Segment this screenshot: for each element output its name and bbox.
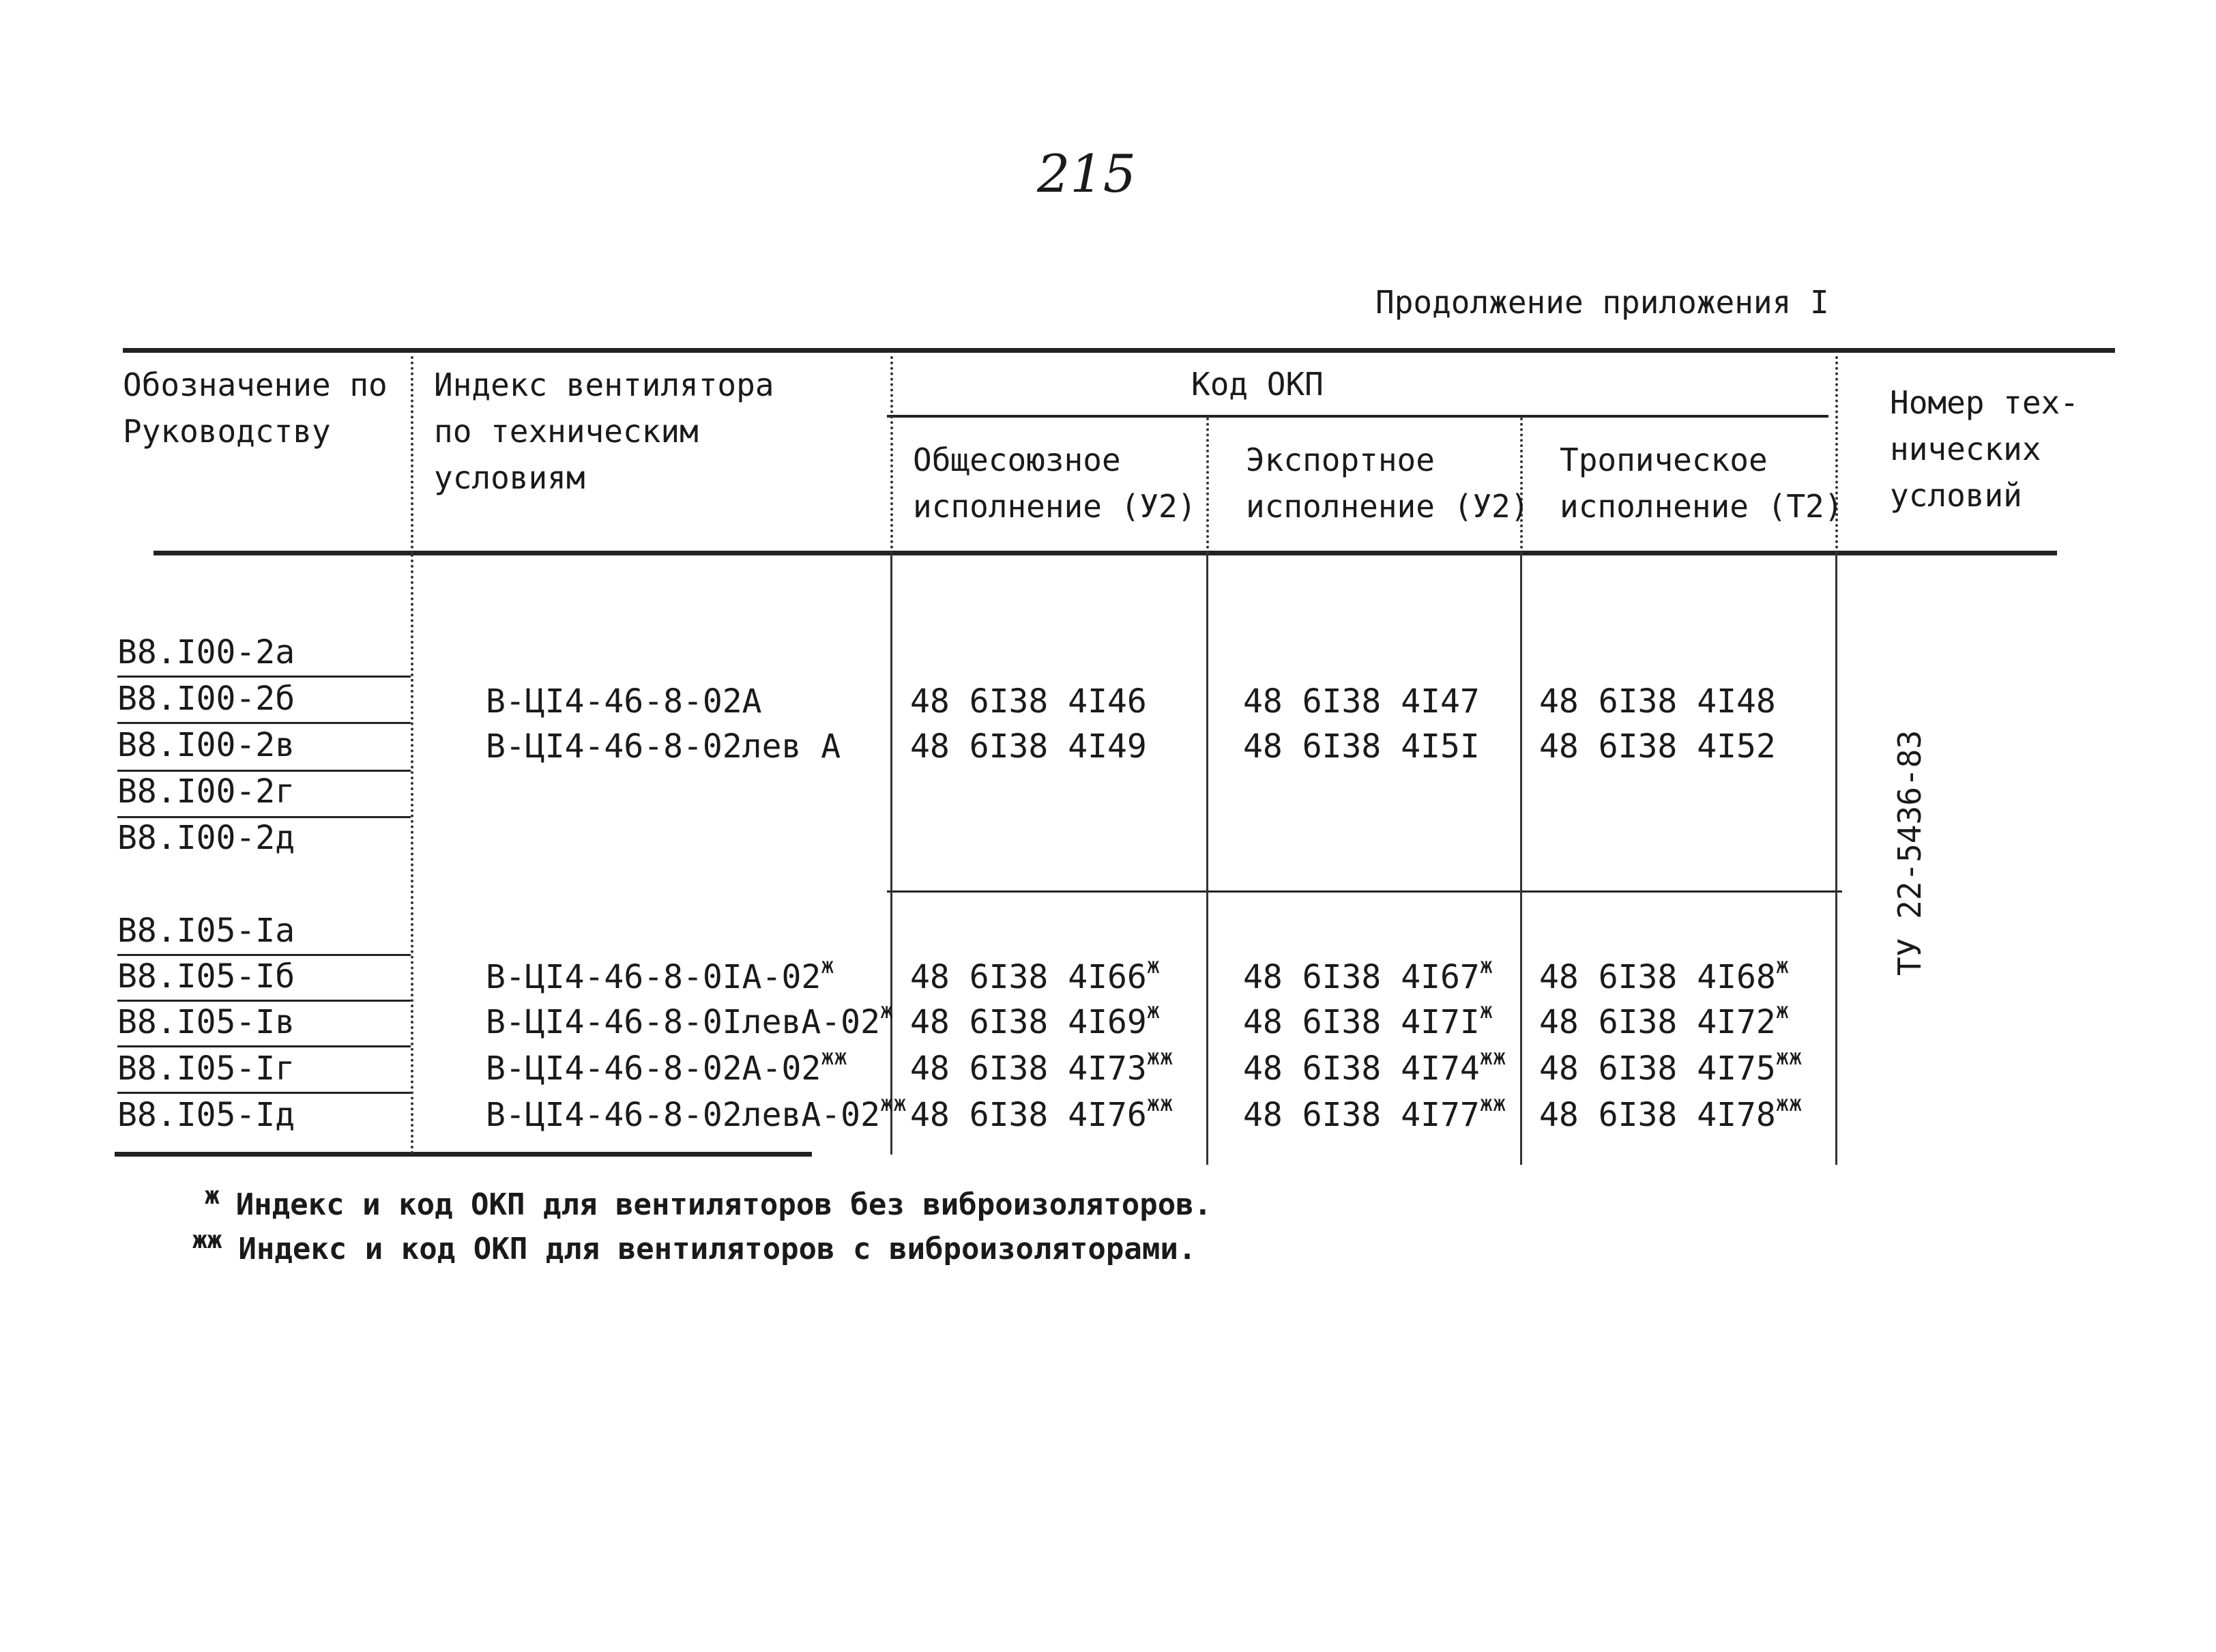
designation-rule	[117, 676, 411, 678]
okp-export-code: 48 6I38 $4I74^{жж}$	[1243, 1044, 1506, 1088]
group-separator-rule	[887, 890, 1842, 893]
footnote-mark: ж	[1146, 953, 1161, 979]
fan-index: $В-ЦI4-46-8-0IлевА-02^ж$	[486, 998, 894, 1041]
okp-union-code: 48 6I38 4I49	[910, 727, 1147, 766]
footnote-mark: жж	[1479, 1090, 1506, 1116]
page-number: 215	[1037, 143, 1137, 204]
footnote-mark: ж	[1479, 998, 1493, 1024]
designation: В8.I00-2б	[117, 680, 295, 718]
designation: В8.I05-Iд	[117, 1096, 295, 1134]
footnote-mark: ж	[205, 1182, 220, 1210]
okp-tropical-code: 48 6I38 4I48	[1539, 682, 1776, 721]
column-divider	[411, 554, 413, 1155]
footnote-mark: ж	[879, 998, 894, 1024]
okp-union-code: 48 6I38 4I46	[910, 682, 1147, 721]
header-okp-code: Код ОКП	[1191, 366, 1324, 403]
footnote: $^{жж}$ Индекс и код ОКП для вентиляторов с виброизоляторами.	[192, 1226, 1197, 1266]
footnote-mark: жж	[821, 1044, 847, 1070]
designation: В8.I00-2а	[117, 633, 295, 671]
footnote-mark: жж	[879, 1090, 907, 1116]
header-okp-export: Экспортное исполнение (У2)	[1246, 441, 1530, 525]
column-divider	[890, 554, 892, 1155]
column-divider	[1206, 418, 1209, 554]
designation-rule	[117, 722, 411, 724]
okp-tropical-code: 48 6I38 $4I68^ж$	[1539, 953, 1790, 996]
okp-export-code: 48 6I38 $4I67^ж$	[1243, 953, 1493, 996]
header-fan-index: Индекс вентилятора по техническим условиям	[434, 366, 774, 496]
okp-subheader-rule	[887, 415, 1828, 418]
okp-tropical-code: 48 6I38 $4I75^{жж}$	[1539, 1044, 1803, 1088]
designation: В8.I05-Iв	[117, 1003, 295, 1041]
fan-index: $В-ЦI4-46-8-02А-02^{жж}$	[486, 1044, 847, 1088]
header-designation: Обозначение по Руководству	[123, 366, 388, 450]
footnote: $^ж$ Индекс и код ОКП для вентиляторов без виброизоляторов.	[205, 1182, 1212, 1222]
okp-export-code: 48 6I38 $4I77^{жж}$	[1243, 1090, 1506, 1134]
column-divider	[1206, 554, 1208, 1165]
okp-tropical-code: 48 6I38 $4I78^{жж}$	[1539, 1090, 1803, 1134]
fan-index: $В-ЦI4-46-8-0IА-02^ж$	[486, 953, 834, 996]
designation: В8.I05-Iа	[117, 912, 295, 950]
column-divider	[1520, 554, 1522, 1165]
okp-tropical-code: 48 6I38 4I52	[1539, 727, 1776, 766]
designation-rule	[117, 1045, 411, 1047]
footnote-mark: ж	[1479, 953, 1493, 979]
header-okp-tropical: Тропическое исполнение (Т2)	[1560, 441, 1843, 525]
designation-rule	[117, 1000, 411, 1002]
footnote-mark: жж	[1479, 1044, 1506, 1070]
footnote-mark: ж	[1146, 998, 1161, 1024]
okp-export-code: 48 6I38 $4I7I^ж$	[1243, 998, 1493, 1041]
column-divider	[890, 356, 893, 554]
footnote-mark: жж	[1146, 1044, 1173, 1070]
fan-index: В-ЦI4-46-8-02А	[486, 682, 762, 721]
designation-rule	[117, 1092, 411, 1094]
designation: В8.I00-2г	[117, 772, 295, 811]
okp-union-code: 48 6I38 $4I66^ж$	[910, 953, 1161, 996]
continuation-caption: Продолжение приложения I	[1375, 284, 1829, 321]
footnote-mark: ж	[821, 953, 834, 979]
footnote-mark: жж	[192, 1226, 222, 1254]
fan-index: В-ЦI4-46-8-02лев А	[486, 727, 841, 766]
tu-value: ТУ 22-5436-83	[1891, 729, 1928, 976]
designation-rule	[117, 816, 411, 818]
column-divider	[411, 356, 413, 554]
footnote-mark: ж	[1775, 998, 1790, 1024]
designation: В8.I00-2д	[117, 819, 295, 857]
header-tu-number: Номер тех- нических условий	[1890, 384, 2079, 514]
okp-union-code: 48 6I38 $4I69^ж$	[910, 998, 1161, 1041]
okp-union-code: 48 6I38 $4I73^{жж}$	[910, 1044, 1173, 1088]
designation: В8.I05-Iб	[117, 957, 295, 996]
okp-union-code: 48 6I38 $4I76^{жж}$	[910, 1090, 1173, 1134]
footnote-mark: жж	[1146, 1090, 1173, 1116]
fan-index: $В-ЦI4-46-8-02левА-02^{жж}$	[486, 1090, 907, 1134]
column-divider	[1835, 554, 1837, 1165]
footnote-mark: жж	[1775, 1044, 1803, 1070]
okp-export-code: 48 6I38 4I5I	[1243, 727, 1480, 766]
okp-export-code: 48 6I38 4I47	[1243, 682, 1480, 721]
table-bottom-rule	[115, 1152, 812, 1157]
designation: В8.I00-2в	[117, 726, 295, 764]
footnote-mark: ж	[1775, 953, 1790, 979]
header-okp-union: Общесоюзное исполнение (У2)	[913, 441, 1197, 525]
footnote-mark: жж	[1775, 1090, 1803, 1116]
designation-rule	[117, 954, 411, 956]
header-bottom-rule	[154, 551, 2057, 555]
designation: В8.I05-Iг	[117, 1049, 295, 1088]
designation-rule	[117, 770, 411, 772]
okp-tropical-code: 48 6I38 $4I72^ж$	[1539, 998, 1790, 1041]
table-top-rule	[123, 348, 2115, 353]
